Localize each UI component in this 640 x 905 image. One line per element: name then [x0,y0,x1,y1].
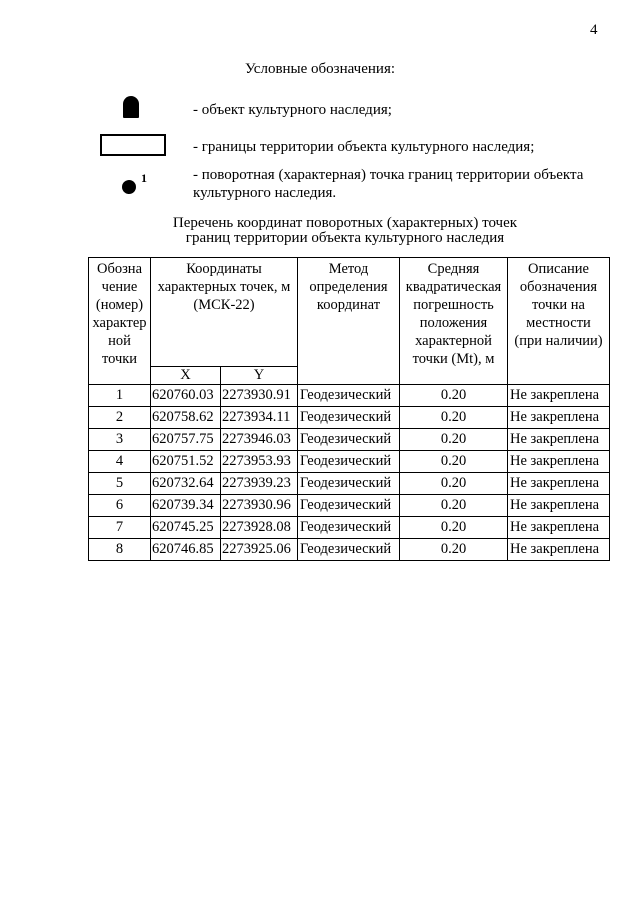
mean-error: 0.20 [400,473,508,495]
boundary-rectangle-icon [100,134,166,156]
header-coordinates: Координаты характерных точек, м (МСК-22) [151,258,298,367]
turning-point-label: 1 [141,171,147,185]
description: Не закреплена [508,495,610,517]
description: Не закреплена [508,473,610,495]
method: Геодезический [298,517,400,539]
mean-error: 0.20 [400,385,508,407]
table-row [89,517,610,539]
x-coordinate: 620760.03 [151,385,221,407]
legend-item-turning-point: - поворотная (характерная) точка границ территории объекта культурного наследия. [193,167,584,201]
table-row [89,451,610,473]
turning-point-icon [122,180,136,194]
method: Геодезический [298,429,400,451]
header-designation: Обозна чение (номер) характер ной точки [89,258,151,385]
method: Геодезический [298,495,400,517]
x-coordinate: 620758.62 [151,407,221,429]
description: Не закреплена [508,539,610,561]
legend-title: Условные обозначения: [244,61,396,77]
page-number: 4 [590,22,598,38]
description: Не закреплена [508,517,610,539]
description: Не закреплена [508,429,610,451]
mean-error: 0.20 [400,495,508,517]
header-description: Описание обозначения точки на местности (при наличии) [508,258,610,385]
method: Геодезический [298,385,400,407]
header-x: X [151,366,221,384]
description: Не закреплена [508,451,610,473]
legend-item-territory-boundary: - границы территории объекта культурного наследия; [193,139,535,155]
legend-item-heritage-object: - объект культурного наследия; [193,102,392,118]
y-coordinate: 2273939.23 [221,473,298,495]
y-coordinate: 2273930.96 [221,495,298,517]
header-y: Y [221,366,298,384]
x-coordinate: 620739.34 [151,495,221,517]
table-row [89,539,610,561]
point-number: 5 [89,473,151,495]
mean-error: 0.20 [400,429,508,451]
point-number: 4 [89,451,151,473]
method: Геодезический [298,407,400,429]
table-row [89,385,610,407]
y-coordinate: 2273925.06 [221,539,298,561]
y-coordinate: 2273946.03 [221,429,298,451]
table-row [89,495,610,517]
coordinates-table [88,257,610,561]
header-mean-error: Средняя квадратическая погрешность положения характерной точки (Mt), м [400,258,508,385]
list-title-line-2: границ территории объекта культурного наследия [185,230,505,246]
method: Геодезический [298,473,400,495]
mean-error: 0.20 [400,517,508,539]
x-coordinate: 620751.52 [151,451,221,473]
point-number: 2 [89,407,151,429]
table-row [89,407,610,429]
point-number: 8 [89,539,151,561]
mean-error: 0.20 [400,539,508,561]
point-number: 1 [89,385,151,407]
method: Геодезический [298,539,400,561]
y-coordinate: 2273934.11 [221,407,298,429]
point-number: 6 [89,495,151,517]
point-number: 3 [89,429,151,451]
description: Не закреплена [508,407,610,429]
x-coordinate: 620757.75 [151,429,221,451]
mean-error: 0.20 [400,451,508,473]
description: Не закреплена [508,385,610,407]
mean-error: 0.20 [400,407,508,429]
method: Геодезический [298,451,400,473]
y-coordinate: 2273953.93 [221,451,298,473]
table-row [89,473,610,495]
y-coordinate: 2273928.08 [221,517,298,539]
point-number: 7 [89,517,151,539]
coordinates-list-title [0,216,640,246]
monument-icon [123,96,139,118]
x-coordinate: 620732.64 [151,473,221,495]
table-row [89,429,610,451]
x-coordinate: 620745.25 [151,517,221,539]
y-coordinate: 2273930.91 [221,385,298,407]
x-coordinate: 620746.85 [151,539,221,561]
header-method: Метод определения координат [298,258,400,385]
list-title-line-1: Перечень координат поворотных (характерных) точек [172,215,518,231]
